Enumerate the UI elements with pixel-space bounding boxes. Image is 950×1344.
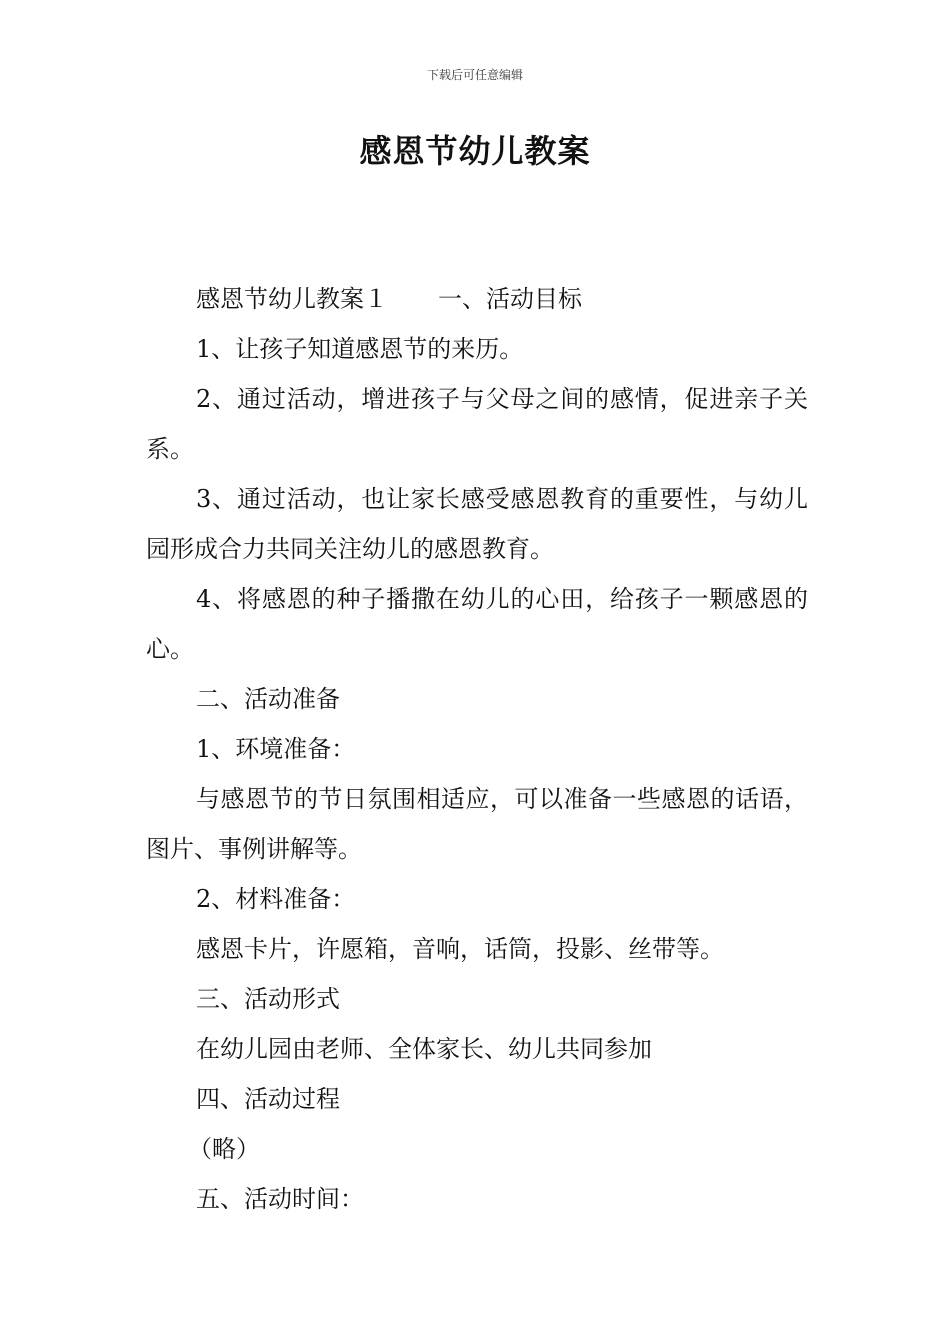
paragraph-goal-4: 4、将感恩的种子播撒在幼儿的心田，给孩子一颗感恩的心。 (146, 585, 808, 663)
paragraph-goal-3: 3、通过活动，也让家长感受感恩教育的重要性，与幼儿园形成合力共同关注幼儿的感恩教育。 (146, 485, 808, 563)
section-heading-process: 四、活动过程 (196, 1085, 340, 1113)
lesson-number-label: 感恩节幼儿教案１ (196, 285, 388, 313)
paragraph-environment-prep: 1、环境准备： (196, 735, 356, 763)
paragraph-process-detail: （略） (188, 1135, 260, 1163)
paragraph-goal-2: 2、通过活动，增进孩子与父母之间的感情，促进亲子关系。 (146, 385, 808, 463)
section-heading-goals: 一、活动目标 (438, 285, 582, 313)
section-heading-time: 五、活动时间： (196, 1185, 364, 1213)
section-heading-format: 三、活动形式 (196, 985, 340, 1013)
section-heading-preparation: 二、活动准备 (196, 685, 340, 713)
paragraph-environment-detail: 与感恩节的节日氛围相适应，可以准备一些感恩的话语，图片、事例讲解等。 (146, 785, 808, 863)
paragraph-material-detail: 感恩卡片，许愿箱，音响，话筒，投影、丝带等。 (196, 935, 724, 963)
page-header-note: 下载后可任意编辑 (426, 68, 523, 82)
paragraph-material-prep: 2、材料准备： (196, 885, 356, 913)
paragraph-lesson-heading (146, 274, 808, 324)
document-title: 感恩节幼儿教案 (359, 132, 591, 170)
paragraph-format-detail: 在幼儿园由老师、全体家长、幼儿共同参加 (196, 1035, 652, 1063)
document-body (146, 274, 808, 1224)
paragraph-goal-1: 1、让孩子知道感恩节的来历。 (196, 335, 524, 363)
